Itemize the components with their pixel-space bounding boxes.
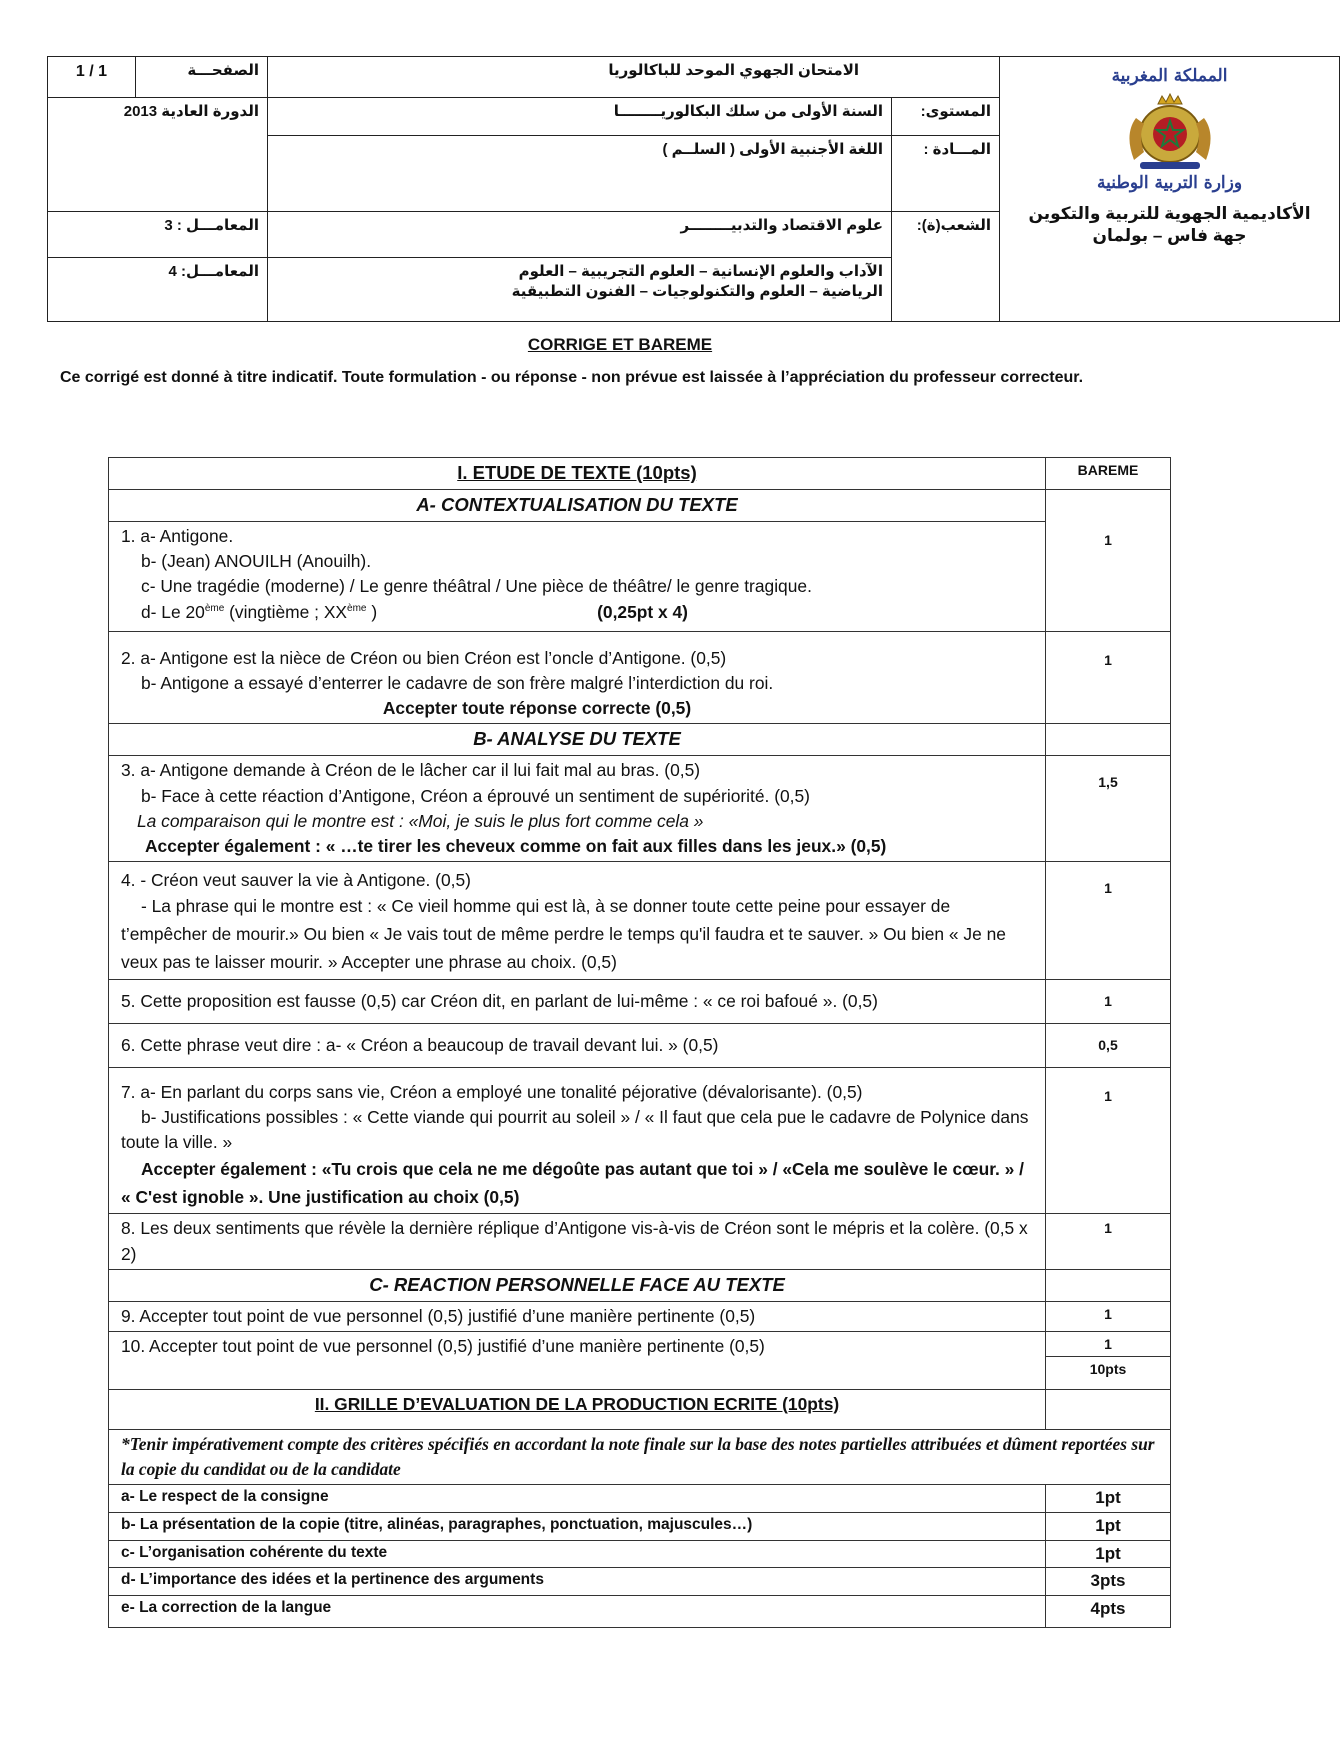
question-2 [109,631,1046,724]
criterion-points: 1pt [1046,1540,1171,1568]
level-value: السنة الأولى من سلك البكالوريــــــــا [268,98,892,135]
q1-d-post: ) [366,601,378,622]
subject-label: المـــادة : [892,135,1000,212]
q1-d-score: (0,25pt x 4) [597,601,688,622]
subsection-c-bareme-empty [1046,1269,1171,1301]
academy-line-2: جهة فاس – بولمان [1092,225,1247,245]
page-number: 1 / 1 [48,57,136,98]
coefficient-2: المعامـــل: 4 [48,257,268,321]
q2-a: 2. a- Antigone est la nièce de Créon ou bien Créon est l’oncle d’Antigone. (0,5) [121,647,727,668]
criterion-points: 4pts [1046,1595,1171,1627]
branch-label: الشعب(ة): [892,212,1000,322]
criterion-points: 3pts [1046,1568,1171,1596]
ministry-education-text: وزارة التربية الوطنية [1096,172,1243,193]
subsection-a-title: A- CONTEXTUALISATION DU TEXTE [109,490,1046,522]
subsection-b-bareme-empty [1046,724,1171,756]
subject-value: اللغة الأجنبية الأولى ( السلــم ) [268,135,892,212]
q1-d-mid: (vingtième ; XX [224,601,348,622]
q1-d [121,600,1033,625]
criterion-label: c- L’organisation cohérente du texte [109,1540,1046,1568]
criterion-label: b- La présentation de la copie (titre, alinéas, paragraphes, ponctuation, majuscules…) [109,1512,1046,1540]
criteria-row [109,1568,1171,1596]
q10-bareme-cell [1046,1331,1171,1389]
section-2-bareme-empty [1046,1389,1171,1429]
criteria-row [109,1485,1171,1513]
bareme-header: BAREME [1046,458,1171,490]
notice-text: Ce corrigé est donné à titre indicatif. Toute formulation - ou réponse - non prévue est laissée à l’appréciation du professeur correcteur. [60,369,1084,386]
subsection-b-title: B- ANALYSE DU TEXTE [109,724,1046,756]
criterion-points: 1pt [1046,1485,1171,1513]
q1-b: b- (Jean) ANOUILH (Anouilh). [141,551,372,572]
section-1-title: I. ETUDE DE TEXTE (10pts) [109,458,1046,490]
document-title: CORRIGE ET BAREME [527,335,713,354]
level-label: المستوى: [892,98,1000,135]
q7-b: b- Justifications possibles : « Cette viande qui pourrit au soleil » / « Il faut que cela pue le cadavre de Polynice dans toute la ville. » [121,1107,1029,1153]
q1-d-pre: d- Le 20 [141,601,205,622]
question-1 [109,521,1046,631]
academy-name [1008,203,1331,247]
q9-bareme: 1 [1046,1301,1171,1331]
exam-title: الامتحان الجهوي الموحد للباكالوريا [268,57,1000,98]
q1-c: c- Une tragédie (moderne) / Le genre théâtral / Une pièce de théâtre/ le genre tragique. [141,576,812,597]
answer-key-table [108,457,1171,1628]
criterion-label: e- La correction de la langue [109,1595,1046,1627]
q10-bareme: 1 [1046,1332,1170,1357]
section-2-title: II. GRILLE D’EVALUATION DE LA PRODUCTION ECRITE (10pts) [109,1389,1046,1429]
q8-bareme: 1 [1046,1214,1171,1269]
q7-c: Accepter également : «Tu crois que cela ne me dégoûte pas autant que toi » / «Cela me soulève le cœur. » / « C'est ignoble ». Une justification au choix (0,5) [121,1158,1025,1207]
q1-a: 1. a- Antigone. [121,525,234,546]
q2-b: b- Antigone a essayé d’enterrer le cadavre de son frère malgré l’interdiction du roi. [141,672,774,693]
exam-header [47,56,1340,322]
branch-2-line-1: الآداب والعلوم الإنسانية – العلوم التجريبية – العلوم [518,262,883,280]
session: الدورة العادية 2013 [48,98,268,212]
criteria-row [109,1595,1171,1627]
q4-bareme: 1 [1046,862,1171,980]
coefficient-1: المعامـــل : 3 [48,212,268,258]
page-label: الصفحـــة [136,57,268,98]
question-5: 5. Cette proposition est fausse (0,5) car Créon dit, en parlant de lui-même : « ce roi bafoué ». (0,5) [109,979,1046,1023]
ministry-kingdom-text: المملكة المغربية [1111,66,1228,86]
question-6: 6. Cette phrase veut dire : a- « Créon a beaucoup de travail devant lui. » (0,5) [109,1023,1046,1067]
criteria-list [109,1485,1171,1628]
q7-a: 7. a- En parlant du corps sans vie, Créon a employé une tonalité péjorative (dévalorisante). (0,5) [121,1081,863,1102]
criteria-row [109,1512,1171,1540]
q6-bareme: 0,5 [1046,1023,1171,1067]
question-7 [109,1067,1046,1213]
section-1-total: 10pts [1089,1361,1127,1378]
question-4 [109,862,1046,980]
q4-b: - La phrase qui le montre est : « Ce vieil homme qui est là, à se donner toute cette peine pour essayer de t’empêcher de mourir.» Ou bien « Je vais tout de même perdre le temps qu'il faudra et te sauver. » Ou bien « Je ne veux pas te laisser mourir. » Accepter une phrase au choix. (0,5) [121,896,1006,973]
criterion-label: a- Le respect de la consigne [109,1485,1046,1513]
criterion-label: d- L’importance des idées et la pertinence des arguments [109,1568,1046,1596]
q3-a: 3. a- Antigone demande à Créon de le lâcher car il lui fait mal au bras. (0,5) [121,760,701,781]
question-9: 9. Accepter tout point de vue personnel (0,5) justifié d’une manière pertinente (0,5) [109,1301,1046,1331]
criteria-intro: *Tenir impérativement compte des critères spécifiés en accordant la note finale sur la base des notes partielles attribuées et dûment reportées sur la copie du candidat ou de la candidate [109,1429,1171,1484]
question-3 [109,756,1046,862]
q3-d: Accepter également : « …te tirer les cheveux comme on fait aux filles dans les jeux.» (0,5) [145,835,887,856]
q7-bareme: 1 [1046,1067,1171,1213]
q3-c: La comparaison qui le montre est : «Moi, je suis le plus fort comme cela » [137,810,704,831]
question-8: 8. Les deux sentiments que révèle la dernière réplique d’Antigone vis-à-vis de Créon sont le mépris et la colère. (0,5 x 2) [109,1214,1046,1269]
q1-d-sup2: ème [347,602,367,614]
criterion-points: 1pt [1046,1512,1171,1540]
q5-bareme: 1 [1046,979,1171,1023]
q1-bareme: 1 [1046,490,1171,632]
moroccan-coat-of-arms-logo [1110,90,1230,170]
branch-2-line-2: الرياضية – العلوم والتكنولوجيات – الفنون التطبيقية [511,283,883,301]
branch-1: علوم الاقتصاد والتدبيــــــــر [268,212,892,258]
q3-bareme: 1,5 [1046,756,1171,862]
subsection-c-title: C- REACTION PERSONNELLE FACE AU TEXTE [109,1269,1046,1301]
q1-d-sup1: ème [204,602,225,614]
branch-2 [268,257,892,321]
criteria-row [109,1540,1171,1568]
q2-bareme: 1 [1046,631,1171,724]
ministry-block [1000,57,1340,322]
q4-a: 4. - Créon veut sauver la vie à Antigone. (0,5) [121,870,471,891]
q3-b: b- Face à cette réaction d’Antigone, Créon a éprouvé un sentiment de supériorité. (0,5) [141,785,810,806]
q2-accept: Accepter toute réponse correcte (0,5) [382,698,692,719]
question-10: 10. Accepter tout point de vue personnel (0,5) justifié d’une manière pertinente (0,5) [109,1331,1046,1389]
academy-line-1: الأكاديمية الجهوية للتربية والتكوين [1028,203,1311,223]
